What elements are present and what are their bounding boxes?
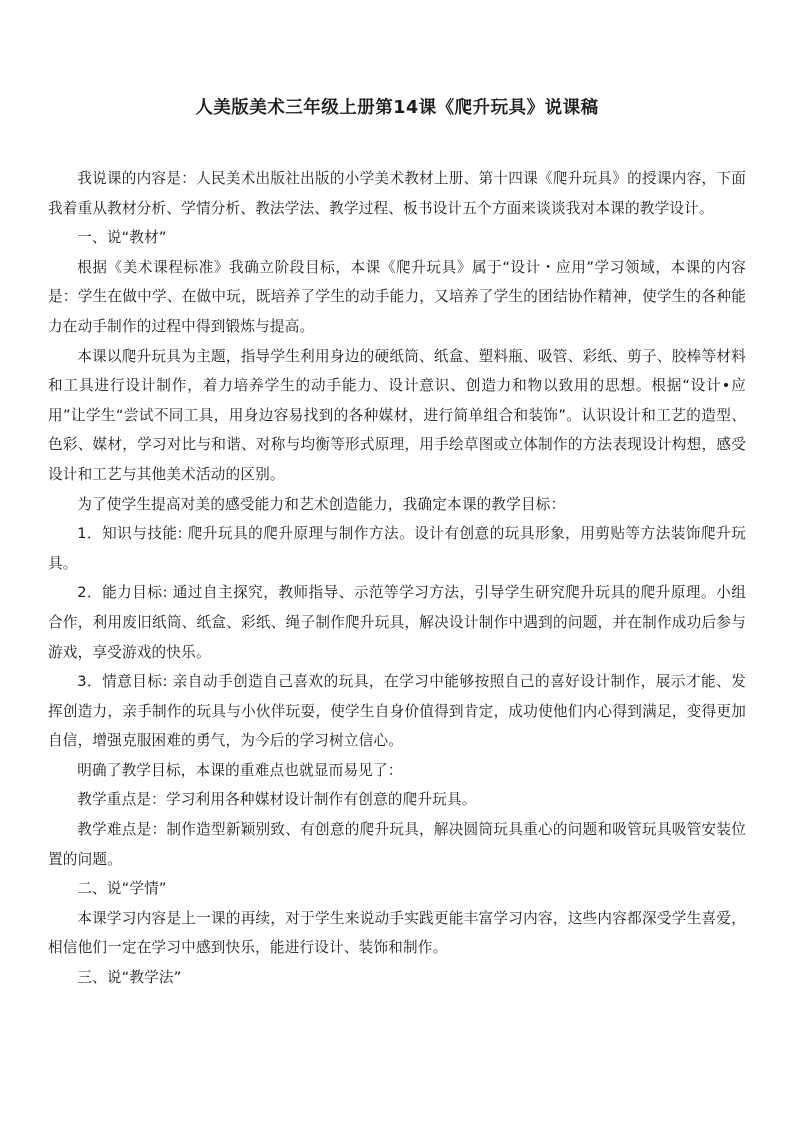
paragraph-key-points-intro: 明确了教学目标，本课的重难点也就显而易见了：	[77, 761, 403, 779]
section-heading-learners: 二、说“学情”	[77, 880, 167, 898]
paragraph-objectives-intro: 为了使学生提高对美的感受能力和艺术创造能力，我确定本课的教学目标：	[77, 495, 566, 513]
paragraph-textbook-standard: 根据《美术课程标准》我确立阶段目标，本课《爬升玩具》属于“设计・应用”学习领域，本课的内容是：学生在做中学、在做中玩，既培养了学生的动手能力，又培养了学生的团结协作精神，使学生的各种能力在动手制作的过程中得到锻炼与提高。	[48, 258, 746, 335]
paragraph-intro: 我说课的内容是：人民美术出版社出版的小学美术教材上册、第十四课《爬升玩具》的授课内容，下面我着重从教材分析、学情分析、教法学法、教学过程、板书设计五个方面来谈谈我对本课的教学设计。	[48, 170, 746, 217]
section-heading-teaching-method: 三、说“教学法”	[77, 969, 182, 987]
paragraph-textbook-theme: 本课以爬升玩具为主题，指导学生利用身边的硬纸筒、纸盒、塑料瓶、吸管、彩纸、剪子、胶棒等材料和工具进行设计制作，着力培养学生的动手能力、设计意识、创造力和物以致用的思想。根据“设计•应用”让学生“尝试不同工具，用身边容易找到的各种媒材，进行简单组合和装饰”。认识设计和工艺的造型、色彩、媒材，学习对比与和谐、对称与均衡等形式原理，用手绘草图或立体制作的方法表现设计构想，感受设计和工艺与其他美术活动的区别。	[48, 347, 746, 483]
paragraph-learners: 本课学习内容是上一课的再续，对于学生来说动手实践更能丰富学习内容，这些内容都深受学生喜爱，相信他们一定在学习中感到快乐，能进行设计、装饰和制作。	[48, 909, 746, 957]
document-title: 人美版美术三年级上册第14课《爬升玩具》说课稿	[195, 98, 599, 118]
objective-ability: 2．能力目标: 通过自主探究，教师指导、示范等学习方法，引导学生研究爬升玩具的爬升原理。小组合作，利用废旧纸筒、纸盒、彩纸、绳子制作爬升玩具，解决设计制作中遇到的问题，并在制作成功后参与游戏，享受游戏的快乐。	[48, 584, 746, 661]
section-heading-textbook: 一、说“教材”	[77, 229, 167, 247]
objective-knowledge-skills: 1．知识与技能: 爬升玩具的爬升原理与制作方法。设计有创意的玩具形象，用剪贴等方法装饰爬升玩具。	[48, 525, 746, 572]
objective-emotion: 3．情意目标: 亲自动手创造自己喜欢的玩具，在学习中能够按照自己的喜好设计制作，展示才能、发挥创造力，亲手制作的玩具与小伙伴玩耍，使学生自身价值得到肯定，成功使他们内心得到满足，变得更加自信，增强克服困难的勇气，为今后的学习树立信心。	[48, 673, 746, 750]
paragraph-key-point: 教学重点是：学习利用各种媒材设计制作有创意的爬升玩具。	[77, 791, 477, 809]
document-page	[48, 96, 746, 993]
paragraph-difficult-point: 教学难点是：制作造型新颖别致、有创意的爬升玩具，解决圆筒玩具重心的问题和吸管玩具吸管安装位置的问题。	[48, 821, 746, 868]
